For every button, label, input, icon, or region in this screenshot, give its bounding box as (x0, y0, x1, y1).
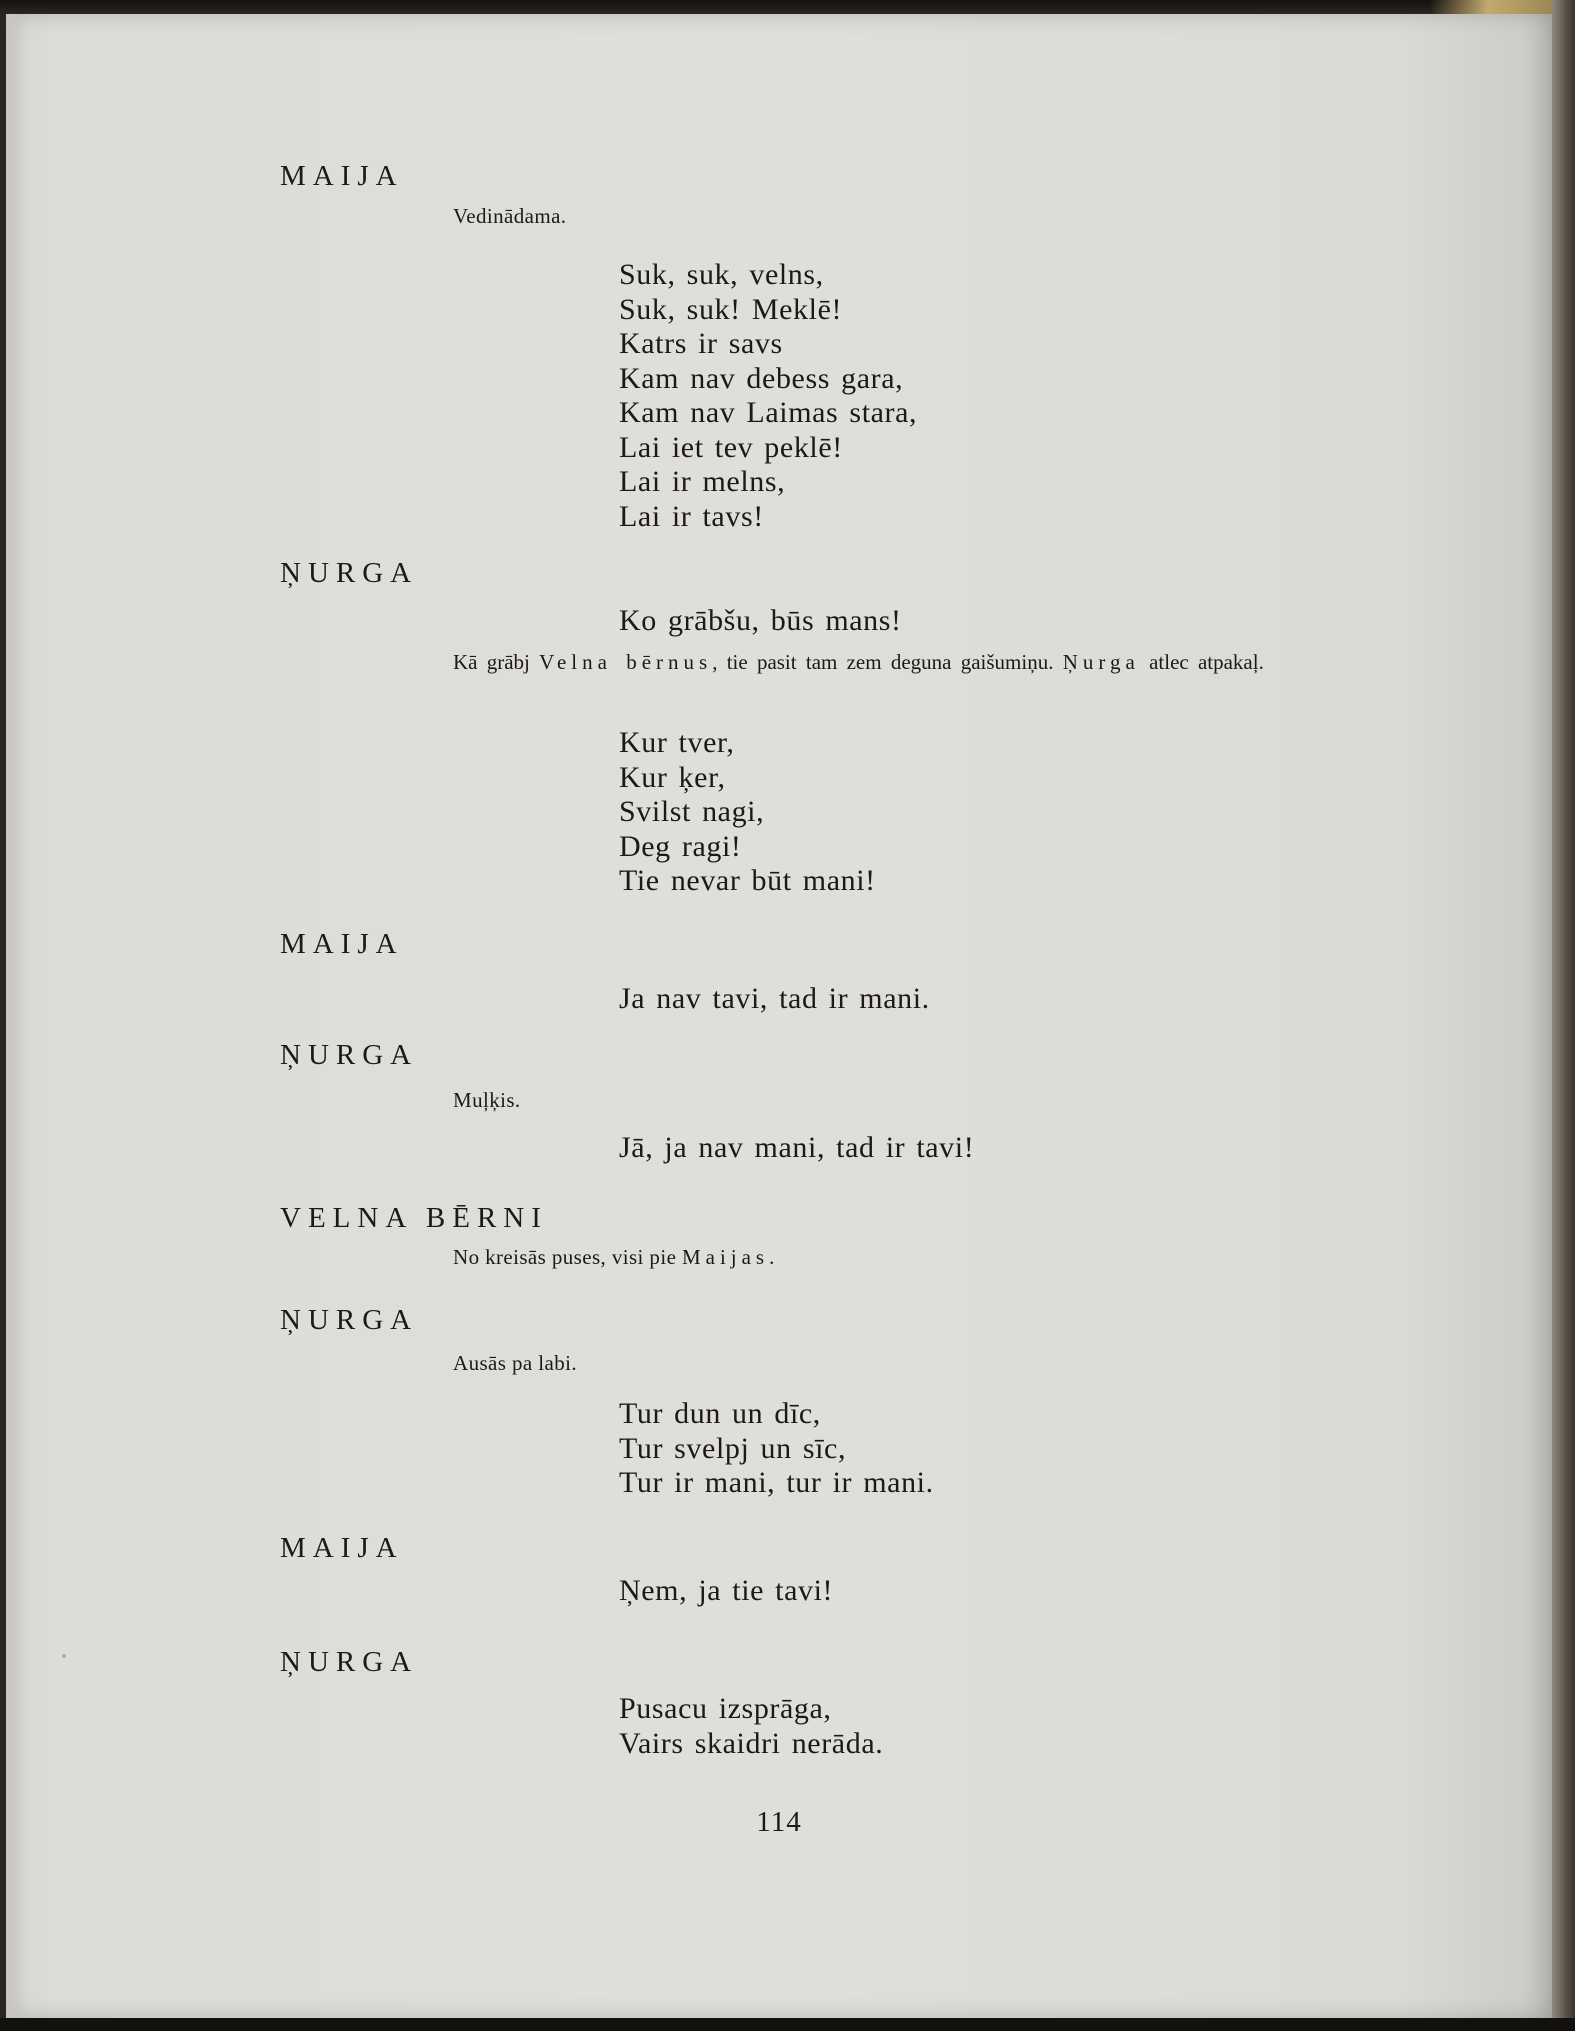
page-number: 114 (756, 1806, 802, 1838)
verse-line: Suk, suk! Meklē! (619, 292, 843, 326)
verse-stanza (619, 726, 876, 899)
verse-line: Suk, suk, velns, (619, 258, 824, 291)
verse-line: Tie nevar būt mani! (619, 864, 876, 897)
character-name: Ņurga (1062, 650, 1140, 674)
paper-speck (62, 1654, 66, 1658)
verse-line: Vairs skaidri nerāda. (619, 1726, 884, 1760)
book-spine-edge (1552, 0, 1575, 2031)
verse-stanza (619, 258, 917, 534)
verse-line: Ko grābšu, būs mans! (619, 604, 902, 637)
stage-direction: Vedinādama. (453, 204, 567, 228)
verse-stanza (619, 1574, 833, 1609)
character-name: Maijas (681, 1245, 770, 1269)
verse-line: Tur svelpj un sīc, (619, 1431, 847, 1465)
verse-line: Lai iet tev peklē! (619, 430, 843, 464)
page-edge-shadow (6, 14, 26, 2018)
speaker-name: ŅURGA (280, 1039, 419, 1071)
verse-line: Jā, ja nav mani, tad ir tavi! (619, 1131, 975, 1164)
stage-direction (453, 648, 1462, 676)
verse-line: Lai ir tavs! (619, 499, 764, 533)
direction-text: , tie pasit tam zem deguna gaišumiņu. (712, 650, 1063, 674)
verse-line: Pusacu izsprāga, (619, 1692, 832, 1725)
verse-line: Kur ķer, (619, 760, 726, 794)
verse-line: Svilst nagi, (619, 795, 765, 828)
verse-line: Kam nav Laimas stara, (619, 396, 918, 429)
speaker-name: ŅURGA (280, 557, 419, 589)
book-page (6, 14, 1552, 2018)
verse-line: Kur tver, (619, 726, 735, 759)
verse-line: Ņem, ja tie tavi! (619, 1574, 834, 1607)
stage-direction: Ausās pa labi. (453, 1351, 577, 1375)
stage-direction: Muļķis. (453, 1088, 521, 1112)
direction-text: Kā grābj (453, 650, 540, 674)
verse-stanza (619, 604, 902, 639)
verse-line: Katrs ir savs (619, 327, 783, 360)
speaker-name: MAIJA (280, 160, 404, 192)
character-name: Velna bērnus (539, 650, 713, 674)
verse-line: Tur dun un dīc, (619, 1397, 821, 1430)
bottom-border (0, 2018, 1575, 2031)
verse-stanza (619, 1397, 934, 1501)
speaker-name: ŅURGA (280, 1646, 419, 1678)
direction-text: No kreisās puses, visi pie (453, 1245, 682, 1269)
stage-direction (453, 1245, 775, 1270)
speaker-name: MAIJA (280, 928, 404, 960)
direction-text: . (769, 1245, 775, 1269)
verse-line: Tur ir mani, tur ir mani. (619, 1466, 934, 1499)
verse-stanza (619, 982, 930, 1017)
top-border (0, 0, 1575, 14)
speaker-name: ŅURGA (280, 1304, 419, 1336)
verse-stanza (619, 1692, 883, 1761)
speaker-name: VELNA BĒRNI (280, 1202, 548, 1234)
verse-line: Deg ragi! (619, 829, 742, 863)
verse-line: Kam nav debess gara, (619, 361, 904, 395)
verse-line: Lai ir melns, (619, 465, 786, 498)
verse-line: Ja nav tavi, tad ir mani. (619, 982, 930, 1015)
direction-text: atlec atpakaļ. (1139, 650, 1264, 674)
verse-stanza (619, 1131, 974, 1166)
speaker-name: MAIJA (280, 1532, 404, 1564)
